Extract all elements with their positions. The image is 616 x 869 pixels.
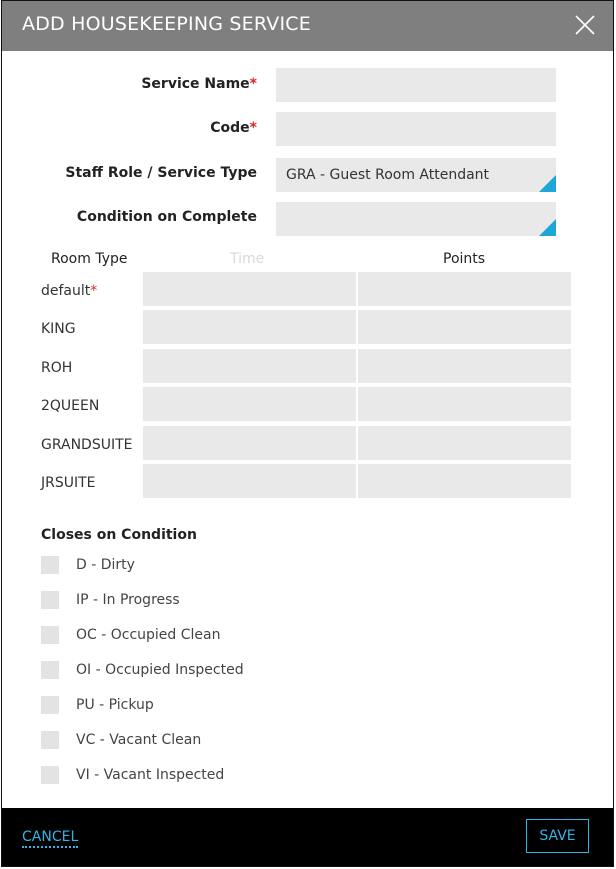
dropdown-corner-icon [539, 219, 556, 236]
condition-option[interactable] [41, 555, 135, 575]
condition-option-label: IP - In Progress [76, 592, 180, 608]
service-name-label: Service Name* [141, 76, 257, 92]
condition-option[interactable] [41, 625, 221, 645]
dialog-title: ADD HOUSEKEEPING SERVICE [22, 13, 311, 35]
required-marker: * [249, 76, 257, 92]
checkbox[interactable] [41, 766, 59, 784]
checkbox[interactable] [41, 591, 59, 609]
condition-option-label: D - Dirty [76, 557, 135, 573]
condition-option-label: OI - Occupied Inspected [76, 662, 244, 678]
required-marker: * [90, 283, 98, 299]
close-icon[interactable] [573, 13, 597, 37]
points-input-default[interactable] [358, 272, 571, 306]
service-name-input[interactable] [276, 68, 556, 102]
checkbox[interactable] [41, 696, 59, 714]
checkbox[interactable] [41, 731, 59, 749]
checkbox[interactable] [41, 626, 59, 644]
dialog-footer [2, 808, 613, 866]
room-type-label: default* [41, 283, 98, 299]
time-input-default[interactable] [143, 272, 356, 306]
time-input-king[interactable] [143, 310, 356, 344]
closes-on-condition-title: Closes on Condition [41, 527, 197, 543]
points-input-grandsuite[interactable] [358, 426, 571, 460]
time-input-jrsuite[interactable] [143, 464, 356, 498]
save-button[interactable]: SAVE [526, 819, 589, 853]
condition-option-label: PU - Pickup [76, 697, 154, 713]
staff-role-select[interactable] [276, 158, 556, 192]
add-service-dialog [1, 0, 614, 867]
condition-option[interactable] [41, 730, 201, 750]
condition-option-label: OC - Occupied Clean [76, 627, 221, 643]
time-input-2queen[interactable] [143, 387, 356, 421]
points-header: Points [443, 251, 486, 267]
points-input-2queen[interactable] [358, 387, 571, 421]
dialog-header [2, 1, 613, 51]
dropdown-corner-icon [539, 175, 556, 192]
staff-role-label: Staff Role / Service Type [65, 165, 257, 181]
condition-option[interactable] [41, 765, 224, 785]
condition-option[interactable] [41, 590, 180, 610]
staff-role-value: GRA - Guest Room Attendant [286, 167, 490, 183]
required-marker: * [249, 120, 257, 136]
condition-option-label: VC - Vacant Clean [76, 732, 202, 748]
condition-option[interactable] [41, 660, 244, 680]
condition-select[interactable] [276, 202, 556, 236]
code-label: Code* [210, 120, 257, 136]
checkbox[interactable] [41, 661, 59, 679]
cancel-button[interactable]: CANCEL [22, 829, 78, 848]
room-type-header: Room Type [51, 251, 128, 267]
condition-option[interactable] [41, 695, 154, 715]
condition-label: Condition on Complete [76, 209, 257, 225]
room-type-label: JRSUITE [41, 475, 96, 491]
room-type-label: GRANDSUITE [41, 437, 133, 453]
code-input[interactable] [276, 112, 556, 146]
condition-option-label: VI - Vacant Inspected [76, 767, 225, 783]
room-type-label: 2QUEEN [41, 398, 100, 414]
time-input-grandsuite[interactable] [143, 426, 356, 460]
room-type-label: KING [41, 321, 76, 337]
time-input-roh[interactable] [143, 349, 356, 383]
room-type-label: ROH [41, 360, 73, 376]
points-input-king[interactable] [358, 310, 571, 344]
time-header: Time [230, 251, 265, 267]
points-input-roh[interactable] [358, 349, 571, 383]
points-input-jrsuite[interactable] [358, 464, 571, 498]
checkbox[interactable] [41, 556, 59, 574]
